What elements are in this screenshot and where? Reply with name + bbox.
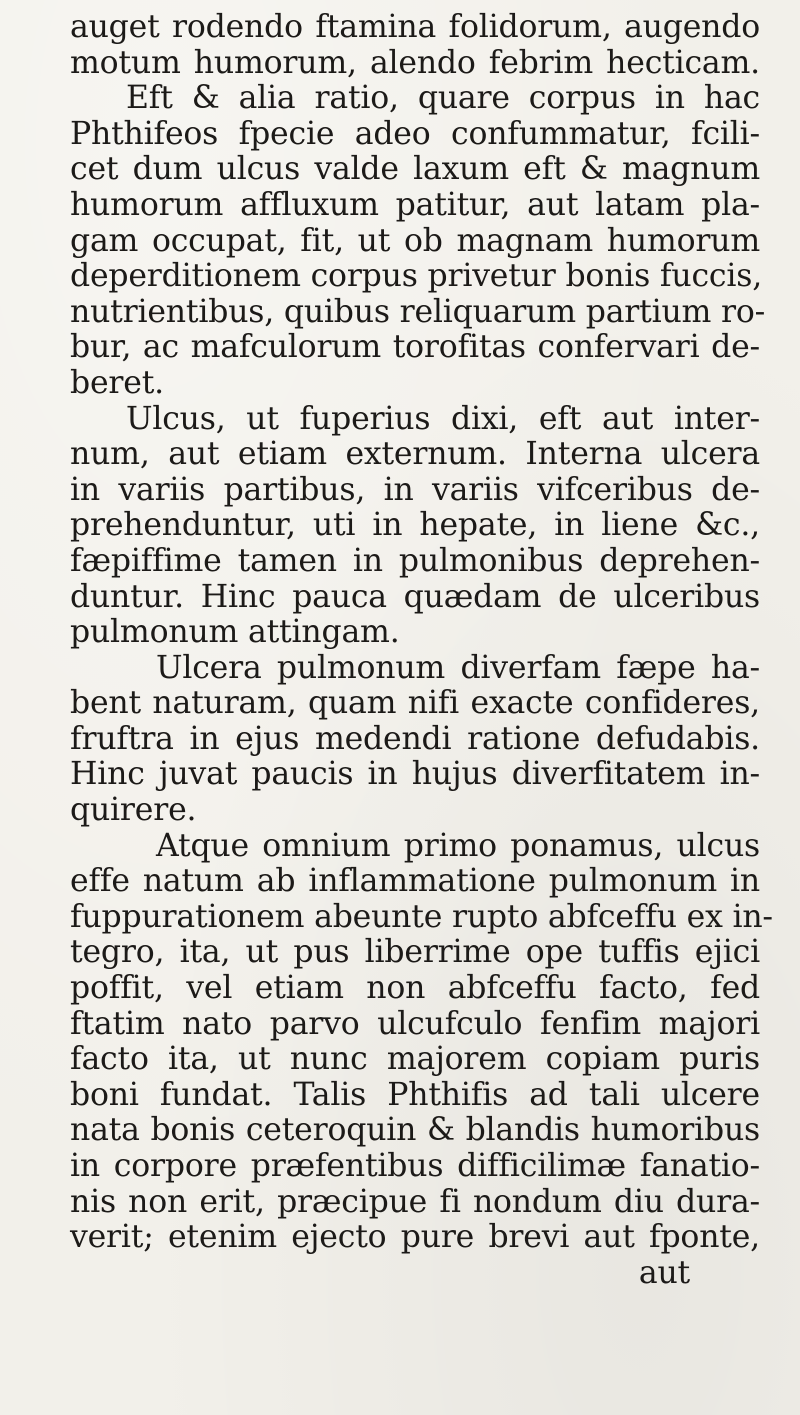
- text-line: nata bonis ceteroquin & blandis humoribus: [70, 1112, 760, 1149]
- text-line: nis non erit, præcipue fi nondum diu dura-: [70, 1183, 760, 1220]
- catchword: aut: [638, 1254, 690, 1291]
- text-line: in variis partibus, in variis vifceribus de-: [70, 471, 760, 508]
- text-line: beret.: [70, 364, 164, 401]
- text-line: gam occupat, fit, ut ob magnam humorum: [70, 222, 760, 259]
- text-line: in corpore præfentibus difficilimæ fanatio-: [70, 1148, 760, 1184]
- text-line: num, aut etiam externum. Interna ulcera: [70, 436, 760, 473]
- text-line: duntur. Hinc pauca quædam de ulceribus: [70, 578, 760, 615]
- text-line: boni fundat. Talis Phthifis ad tali ulcere: [70, 1076, 760, 1113]
- text-line: poffit, vel etiam non abfceffu facto, fed: [70, 970, 760, 1007]
- text-line: cet dum ulcus valde laxum eft & magnum: [70, 151, 760, 188]
- text-line: ftatim nato parvo ulcufculo fenfim majori: [70, 1005, 760, 1042]
- text-line: deperditionem corpus privetur bonis fuccis,: [70, 258, 763, 295]
- text-line: auget rodendo ftamina folidorum, augendo: [70, 9, 760, 45]
- text-line: effe natum ab inflammatione pulmonum in: [70, 863, 760, 900]
- text-line: humorum affluxum patitur, aut latam pla-: [70, 186, 760, 223]
- text-line: tegro, ita, ut pus liberrime ope tuffis ejici: [70, 934, 760, 971]
- text-line: nutrientibus, quibus reliquarum partium ro-: [70, 293, 766, 330]
- text-line: motum humorum, alendo febrim hecticam.: [70, 44, 760, 81]
- text-line: fæpiffime tamen in pulmonibus deprehen-: [70, 542, 760, 579]
- text-line: Atque omnium primo ponamus, ulcus: [156, 827, 760, 864]
- text-line: Phthifeos fpecie adeo confummatur, fcili-: [70, 115, 760, 152]
- text-line: bur, ac mafculorum torofitas confervari de-: [70, 329, 760, 366]
- text-line: bent naturam, quam nifi exacte confideres,: [70, 685, 760, 722]
- text-line: fruftra in ejus medendi ratione defudabis.: [70, 720, 760, 757]
- text-line: fuppurationem abeunte rupto abfceffu ex in-: [70, 898, 773, 935]
- text-line: Eft & alia ratio, quare corpus in hac: [126, 80, 760, 117]
- text-line: prehenduntur, uti in hepate, in liene &c.,: [70, 507, 760, 544]
- body-text: [70, 9, 773, 1291]
- text-line: quirere.: [70, 792, 197, 829]
- text-line: verit; etenim ejecto pure brevi aut fponte,: [70, 1219, 760, 1256]
- text-line: Hinc juvat paucis in hujus diverfitatem in-: [70, 756, 760, 793]
- text-line: Ulcus, ut fuperius dixi, eft aut inter-: [126, 400, 760, 437]
- text-line: Ulcera pulmonum diverfam fæpe ha-: [156, 649, 760, 686]
- text-line: facto ita, ut nunc majorem copiam puris: [70, 1041, 760, 1078]
- text-line: pulmonum attingam.: [70, 614, 400, 651]
